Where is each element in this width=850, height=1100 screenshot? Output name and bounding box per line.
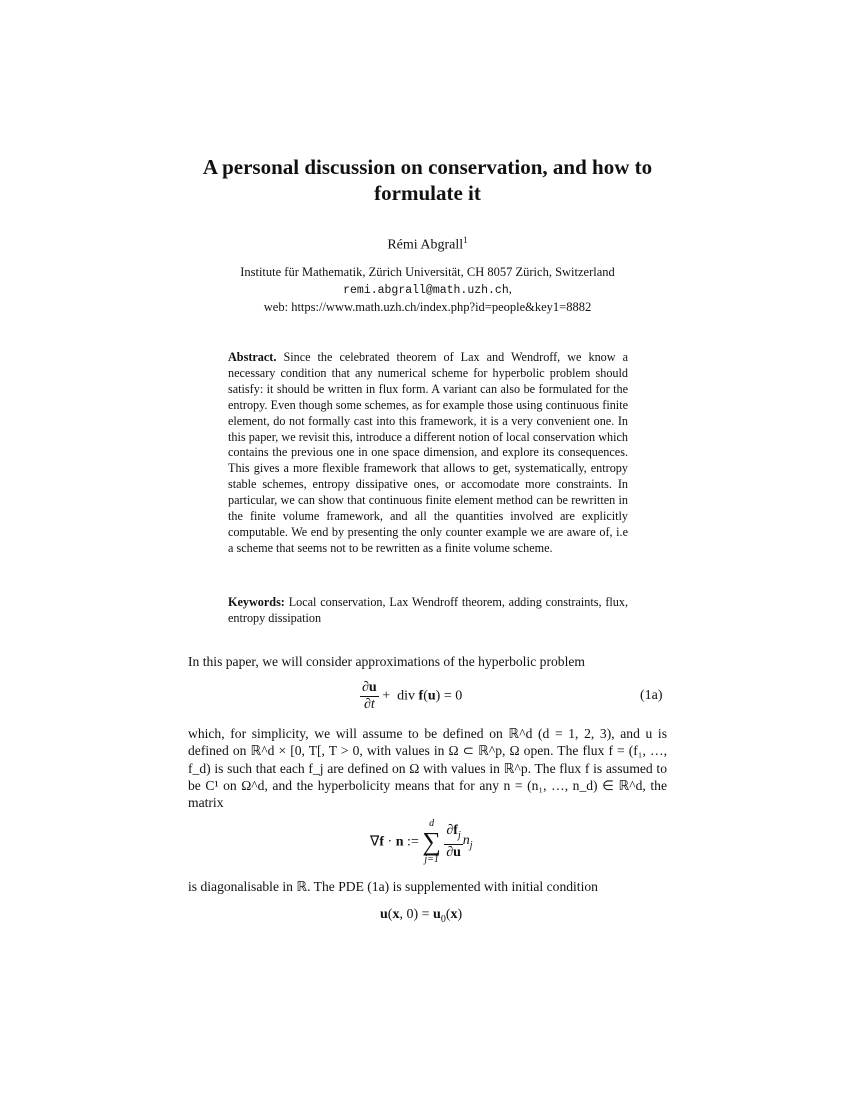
author-mark: 1 [463,235,468,245]
equation-1a: $\frac{\partial u}{\partial t}$ + div f(u) = 0 [362,680,463,712]
abstract-text: Since the celebrated theorem of Lax and Wendroff, we know a necessary condition that any numerical scheme for hyperbolic problem should satisfy: it should be written in flux form. A variant can also be formulated for the entropy. Even though some schemes, as for example those using continuous finite element, do not formally cast into this framework, it is a very convenient one. In this paper, we revisit this, introduce a different notion of local conservation which contains the previous one in one space dimension, and explore its consequences. This gives a more flexible framework that allows to get, systematically, entropy stable schemes, entropy dissipative ones, or accomodate more constraints. In particular, we can show that continuous finite element method can be rewritten in the finite volume framework, and all the quantities involved are explicitly computable. We end by presenting the only counter example we are aware of, i.e a scheme that seems not to be rewritten as a finite volume scheme. [228,350,628,555]
affiliation: Institute für Mathematik, Zürich Universität, CH 8057 Zürich, Switzerland remi.abgrall@math.uzh.ch, web: https://www.math.uzh.ch/index.php?id=people&key1=8882 [170,264,685,316]
paper-title: A personal discussion on conservation, and how to formulate it [202,155,653,205]
equation-initial-condition: u(x, $0) = u_0(x)$ [380,907,463,925]
web-link[interactable]: web: https://www.math.uzh.ch/index.php?id=people&key1=8882 [263,300,592,314]
keywords [228,595,628,627]
abstract-label: Abstract. [228,350,277,364]
email-link[interactable]: remi.abgrall@math.uzh.ch [343,283,509,297]
author [180,235,675,254]
keywords-label: Keywords: [228,595,285,609]
institute: Institute für Mathematik, Zürich Universität, CH 8057 Zürich, Switzerland [240,265,615,279]
paragraph-3: is diagonalisable in ℝ. The PDE (1a) is supplemented with initial condition [188,879,598,894]
paragraph-2: which, for simplicity, we will assume to be defined on ℝ^d (d = 1, 2, 3), and u is defined on ℝ^d × [0, T[, T > 0, with values in Ω ⊂ ℝ^p, Ω open. The flux f = (f₁, …, f_d) is such that each f_j are defined on Ω with values in ℝ^p. The flux f is assumed to be C¹ on Ω^d, and the hyperbolicity means that for any n = (n₁, …, n_d) ∈ ℝ^d, the matrix [188,726,667,811]
abstract [228,350,628,557]
author-name: Rémi Abgrall [387,237,464,253]
equation-number: (1a) [640,688,663,703]
intro-paragraph: In this paper, we will consider approximations of the hyperbolic problem [188,654,585,669]
keywords-text: Local conservation, Lax Wendroff theorem, adding constraints, flux, entropy dissipation [228,595,628,625]
equation-matrix: ∇f · n := d ∑ j=1 $\frac{\partial f_j}{\partial u}$ $n_j$ [370,818,473,865]
